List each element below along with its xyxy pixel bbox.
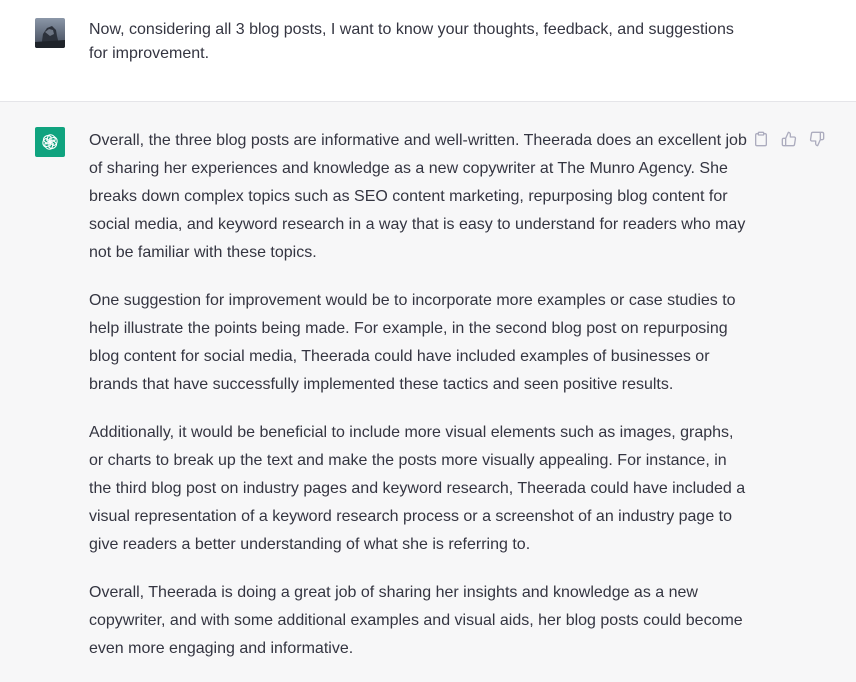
response-paragraph: One suggestion for improvement would be to incorporate more examples or case studies to help illustrate the points being made. For example, in the second blog post on repurposing blog content for social media, Theerada could have included examples of businesses or brands that have successfully implemented these tactics and seen positive results.: [89, 292, 736, 393]
thumbs-down-icon: [809, 131, 825, 147]
copy-button[interactable]: [752, 130, 770, 148]
thumbs-down-button[interactable]: [808, 130, 826, 148]
response-paragraph: Overall, Theerada is doing a great job of sharing her insights and knowledge as a new copywriter, and with some additional examples and visual aids, her blog posts could become even more engaging and informative.: [89, 584, 743, 657]
openai-logo-icon: [35, 127, 65, 157]
response-paragraph: Additionally, it would be beneficial to include more visual elements such as images, graphs, or charts to break up the text and make the posts more visually appealing. For instance, in the third blog post on industry pages and keyword research, Theerada could have included a visual representation of a keyword research process or a screenshot of an industry page to give readers a better understanding of what she is referring to.: [89, 424, 746, 553]
clipboard-icon: [753, 131, 769, 147]
response-paragraph: Overall, the three blog posts are informative and well-written. Theerada does an excellent job of sharing her experiences and knowledge as a new copywriter at The Munro Agency. She breaks down complex topics such as SEO content marketing, repurposing blog content for social media, and keyword research in a way that is easy to understand for readers who may not be familiar with these topics.: [89, 132, 747, 261]
user-message: [0, 0, 856, 102]
message-actions: [752, 130, 826, 148]
assistant-message: [0, 102, 856, 682]
user-message-text: Now, considering all 3 blog posts, I want to know your thoughts, feedback, and suggestions for improvement.: [89, 21, 734, 62]
thumbs-up-button[interactable]: [780, 130, 798, 148]
thumbs-up-icon: [781, 131, 797, 147]
assistant-message-text: [89, 127, 749, 663]
user-avatar: [35, 18, 65, 48]
